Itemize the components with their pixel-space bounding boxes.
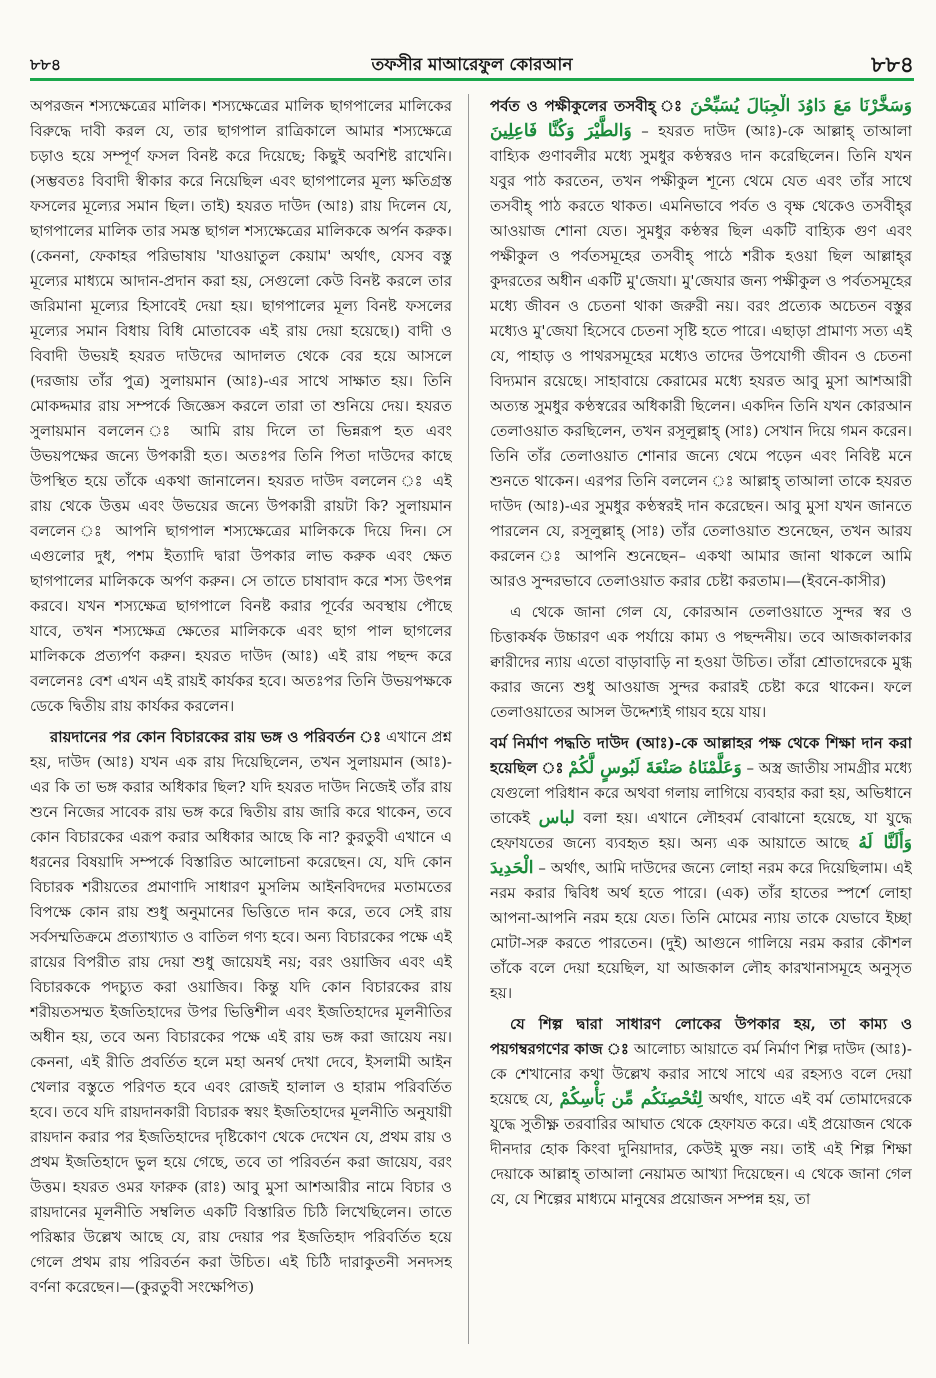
arabic-verse: وَعَلَّمْنَاهُ صَنْعَةَ لَبُوسٍ لَّكُمْ [568,758,742,778]
paragraph-text: – অস্ত্র জাতীয় [746,759,829,777]
paragraph-text: বলা হয়। এখানে লৌহবর্ম বোঝানো হয়েছে, যা যুদ্ধে হেফাযতের জন্যে ব্যবহৃত হয়। অন্য এক আয়াতে আছে [490,809,912,852]
section-heading: রায়দানের পর কোন বিচারকের রায় ভঙ্গ ও পরিবর্তন ঃ [50,728,382,746]
paragraph-text: এখানে প্রশ্ন হয়, দাউদ (আঃ) যখন এক রায় দিয়েছিলেন, তখন সুলায়মান (আঃ)- এর কি তা ভঙ্গ করার অধিকার ছিল? যদি হযরত দাউদ নিজেই তাঁর রায় শুনে নিজের সাবেক রায় ভঙ্গ করে দ্বিতীয় রায় জারি করে থাকেন, তবে কোন বিচারকের এরূপ করার অধিকার আছে কি না? কুরতুবী এখানে এ ধরনের বিষয়াদি সম্পর্কে বিস্তারিত আলোচনা করেছেন। যে, যদি কোন বিচারক শরীয়তের প্রমাণাদি সাধারণ মুসলিম আইনবিদদের মতামতের বিপক্ষে কোন রায় শুধু অনুমানের ভিত্তিতে দান করে, তবে সেই রায় সর্বসম্মতিক্রমে প্রত্যাখ্যাত ও বাতিল গণ্য হবে। অন্য বিচারকের পক্ষে এই রায়ের বিপরীত রায় দেয়া শুধু জায়েযই নয়; বরং ওয়াজিব এবং এই বিচারককে পদচ্যুত করা ওয়াজিব। কিন্তু যদি কোন বিচারকের রায় শরীয়তসম্মত ইজতিহাদের উপর ভিত্তিশীল এবং ইজতিহাদের মূলনীতির অধীন হয়, তবে অন্য বিচারকের পক্ষে এই রায় ভঙ্গ করা জায়েয নয়। কেননা, এই রীতি প্রবর্তিত হলে মহা অনর্থ দেখা দেবে, ইসলামী আইন খেলার বস্তুতে পরিণত হবে এবং রোজই হালাল ও হারাম পরিবর্তিত হবে। তবে যদি রায়দানকারী বিচারক স্বয়ং ইজতিহাদের মূলনীতি অনুযায়ী রায়দান করার পর ইজতিহাদের দৃষ্টিকোণ থেকে দেখেন যে, প্রথম রায় ও প্রথম ইজতিহাদে ভুল হয়ে গেছে, তবে তা পরিবর্তন করা জায়েয, বরং উত্তম। হযরত ওমর ফারুক (রাঃ) আবু মুসা আশআরীর নামে বিচার ও রায়দানের মূলনীতি সম্বলিত একটি বিস্তারিত চিঠি লিখেছিলেন। তাতে পরিষ্কার উল্লেখ আছে যে, রায় দেয়ার পর ইজতিহাদ পরিবর্তিত হয়ে গেলে প্রথম রায় পরিবর্তন করা উচিত। এই চিঠি দারাকুতনী সনদসহ বর্ণনা করেছেন।—(কুরতুবী সংক্ষেপিত) [30,728,452,1296]
paragraph-text: সামগ্রীর মধ্যে যেগুলো পরিধান করে অথবা গলায় লাগিয়ে ব্যবহার করা হয়, অভিধানে তাকেই [490,759,912,827]
left-column [30,94,452,1344]
paragraph: এ থেকে জানা গেল যে, কোরআন তেলাওয়াতে সুন্দর স্বর ও চিত্তাকর্ষক উচ্চারণ এক পর্যায়ে কাম্য ও পছন্দনীয়। তবে আজকালকার ক্বারীদের ন্যায় এতো বাড়াবাড়ি না হওয়া উচিত। তাঁরা শ্রোতাদেরকে মুগ্ধ করার জন্যে শুধু আওয়াজ সুন্দর করারই চেষ্টা করে থাকেন। ফলে তেলাওয়াতের আসল উদ্দেশ্যই গায়ব হয়ে যায়। [490,603,912,721]
section-heading: যে শিল্প দ্বারা সাধারণ লোকের উপকার হয়, তা কাম্য ও পয়গম্বরগণের কাজ ঃ [490,1015,912,1058]
page-header [30,48,914,78]
section-heading: বর্ম নির্মাণ পদ্ধতি দাউদ (আঃ)-কে আল্লাহর পক্ষ থেকে শিক্ষা দান করা হয়েছিল ঃ [490,734,912,777]
paragraph: অপরজন শস্যক্ষেত্রের মালিক। শস্যক্ষেত্রের মালিক ছাগপালের মালিকের বিরুদ্ধে দাবী করল যে, তার ছাগপাল রাত্রিকালে আমার শস্যক্ষেত্রে চড়াও হয়ে সম্পূর্ণ ফসল বিনষ্ট করে দিয়েছে; কিছুই অবশিষ্ট রাখেনি। (সম্ভবতঃ বিবাদী স্বীকার করে নিয়েছিল এবং ছাগপালের মূল্য ক্ষতিগ্রস্ত ফসলের মূল্যের সমান ছিল। তাই) হযরত দাউদ (আঃ) রায় দিলেন যে, ছাগপালের মালিক তার সমস্ত ছাগল শস্যক্ষেত্রের মালিককে অর্পন করুক। (কেননা, ফেকাহর পরিভাষায় 'যাওয়াতুল কেয়াম' অর্থাৎ, যেসব বস্তু মূল্যের মাধ্যমে আদান-প্রদান করা হয়, সেগুলো কেউ বিনষ্ট করলে তার জরিমানা মূল্যের হিসাবেই দেয়া হয়। ছাগপালের মূল্য বিনষ্ট ফসলের মূল্যের সমান বিধায় বিধি মোতাবেক এই রায় দেয়া হয়েছে।) বাদী ও বিবাদী উভয়ই হযরত দাউদের আদালত থেকে বের হয়ে আসলে (দরজায় তাঁর পুত্র) সুলায়মান (আঃ)-এর সাথে সাক্ষাত হয়। তিনি মোকদ্দমার রায় সম্পর্কে জিজ্ঞেস করলে তারা তা শুনিয়ে দেয়। হযরত সুলায়মান বললেন ঃ আমি রায় দিলে তা ভিন্নরূপ হত এবং উভয়পক্ষের জন্যে উপকারী হত। অতঃপর তিনি পিতা দাউদের কাছে উপস্থিত হয়ে তাঁকে একথা জানালেন। হযরত দাউদ বললেন ঃ এই রায় থেকে উত্তম এবং উভয়ের জন্যে উপকারী রায়টা কি? সুলায়মান বললেন ঃ আপনি ছাগপাল শস্যক্ষেত্রের মালিককে দিয়ে দিন। সে এগুলোর দুধ, পশম ইত্যাদি দ্বারা উপকার লাভ করুক এবং ক্ষেত ছাগপালের মালিককে অর্পণ করুন। সে তাতে চাষাবাদ করে শস্য উৎপন্ন করবে। যখন শস্যক্ষেত্র ছাগপালে বিনষ্ট করার পূর্বের অবস্থায় পৌছে যাবে, তখন শস্যক্ষেত্র ক্ষেতের মালিককে এবং ছাগ পাল ছাগলের মালিককে প্রত্যর্পণ করুন। হযরত দাউদ (আঃ) এই রায় পছন্দ করে বললেনঃ বেশ এখন এই রায়ই কার্যকর হবে। অতঃপর তিনি উভয়পক্ষকে ডেকে দ্বিতীয় রায় কার্যকর করলেন। [30,97,452,715]
running-title: তফসীর মাআরেফুল কোরআন [371,55,573,75]
paragraph [490,1012,912,1212]
paragraph-text: অর্থাৎ, যাতে এই বর্ম তোমাদেরকে যুদ্ধে সুতীক্ষ্ণ তরবারির আঘাত থেকে হেফাযত করে। এই প্রয়োজন থেকে দীনদার হোক কিংবা দুনিয়াদার, কেউই মুক্ত নয়। তাই এই শিল্প শিক্ষা দেয়াকে আল্লাহ্ তাআলা নেয়ামত আখ্যা দিয়েছেন। এ থেকে জানা গেল যে, যে শিল্পের মাধ্যমে মানুষের প্রয়োজন সম্পন্ন হয়, তা [490,1090,912,1208]
paragraph [490,94,912,594]
page-number-right: ৮৮৪ [871,52,914,78]
paragraph-text: – হযরত দাউদ (আঃ)-কে আল্লাহ্ তাআলা বাহ্যিক [490,122,912,165]
arabic-word: لباس [538,808,575,828]
header-rule [30,78,914,81]
page-number-left: ৮৮৪ [30,55,62,74]
right-column [490,94,912,1344]
arabic-verse: وَالطَّيْرَ وَكُنَّا فَاعِلِينَ [490,121,632,141]
paragraph [30,725,452,1300]
paragraph-text: আলোচ্য আয়াতে বর্ম নির্মাণ শিল্প দাউদ (আঃ)-কে শেখানোর কথা উল্লেখ করার সাথে সাথে এর রহস্যও বলে দেয়া হয়েছে যে, [490,1040,912,1108]
arabic-verse: وَأَلَنَّا لَهُ الْحَدِيدَ [490,833,912,878]
arabic-verse: لِتُحْصِنَكُم مِّن بَأْسِكُمْ [559,1089,703,1109]
arabic-verse: وَسَخَّرْنَا مَعَ دَاوُدَ الْجِبَالَ يُسَبِّحْنَ [690,96,912,116]
paragraph [490,731,912,1006]
column-divider [468,94,469,1344]
paragraph-text: গুণাবলীর মধ্যে সুমধুর কণ্ঠস্বরও দান করেছিলেন। তিনি যখন যবুর পাঠ করতেন, তখন পক্ষীকুল শূন্যে থেমে যেত এবং তাঁর সাথে তসবীহ্ পাঠ করতে থাকত। এমনিভাবে পর্বত ও বৃক্ষ থেকেও তসবীহ্‌র আওয়াজ শোনা যেত। সুমধুর কণ্ঠস্বর ছিল একটি বাহ্যিক গুণ এবং পক্ষীকুল ও পর্বতসমূহের তসবীহ্ পাঠে শরীক হওয়া ছিল আল্লাহ্‌র কুদরতের অধীন একটি মু'জেযা। মু'জেযার জন্য পক্ষীকুল ও পর্বতসমূহের মধ্যে জীবন ও চেতনা থাকা জরুরী নয়। বরং প্রত্যেক অচেতন বস্তুর মধ্যেও মু'জেযা হিসেবে চেতনা সৃষ্টি হতে পারে। এছাড়া প্রামাণ্য সত্য এই যে, পাহাড় ও পাথরসমূহের মধ্যেও তাদের উপযোগী জীবন ও চেতনা বিদ্যমান রয়েছে। সাহাবায়ে কেরামের মধ্যে হযরত আবু মুসা আশআরী অত্যন্ত সুমধুর কণ্ঠস্বরের অধিকারী ছিলেন। একদিন তিনি যখন কোরআন তেলাওয়াত করছিলেন, তখন রসূলুল্লাহ্ (সাঃ) সেখান দিয়ে গমন করেন। তিনি তাঁর তেলাওয়াত শোনার জন্যে থেমে পড়েন এবং নিবিষ্ট মনে শুনতে থাকেন। এরপর তিনি বললেন ঃ আল্লাহ্ তাআলা তাকে হযরত দাউদ (আঃ)-এর সুমধুর কণ্ঠস্বরই দান করেছেন। আবু মুসা যখন জানতে পারলেন যে, রসূলুল্লাহ্ (সাঃ) তাঁর তেলাওয়াত শুনেছেন, তখন আরয করলেন ঃ আপনি শুনেছেন– একথা আমার জানা থাকলে আমি আরও সুন্দরভাবে তেলাওয়াত করার চেষ্টা করতাম।—(ইবনে-কাসীর) [490,147,912,590]
section-heading: পর্বত ও পক্ষীকুলের তসবীহ্ ঃ [490,97,684,115]
paragraph-text: – অর্থাৎ, আমি দাউদের জন্যে লোহা নরম করে দিয়েছিলাম। এই নরম করার দ্বিবিধ অর্থ হতে পারে। (এক) তাঁর হাতের স্পর্শে লোহা আপনা-আপনি নরম হয়ে যেত। তিনি মোমের ন্যায় তাকে যেভাবে ইচ্ছা মোটা-সরু করতে পারতেন। (দুই) আগুনে গালিয়ে নরম করার কৌশল তাঁকে বলে দেয়া হয়েছিল, যা আজকাল লৌহ কারখানাসমূহে অনুসৃত হয়। [490,859,912,1002]
